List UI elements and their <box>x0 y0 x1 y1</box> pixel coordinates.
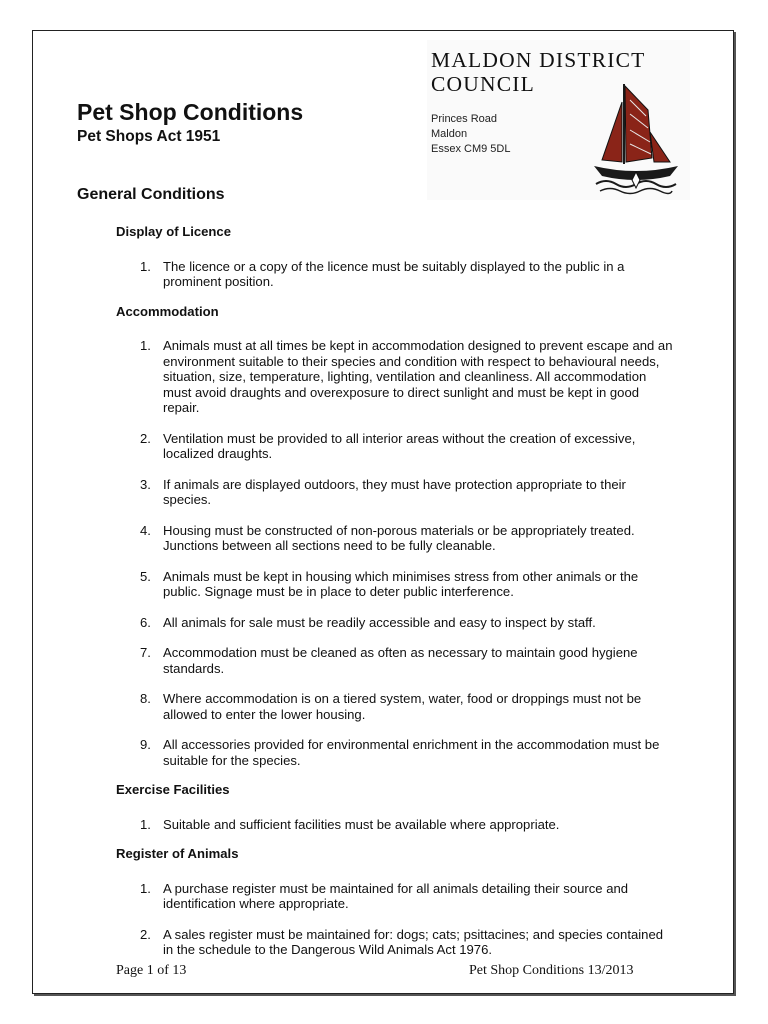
address-line: Essex CM9 5DL <box>431 143 511 155</box>
page-number: Page 1 of 13 <box>116 963 187 978</box>
list-item: 5. Animals must be kept in housing which minimises stress from other animals or the public. Signage must be in place to deter public interference. <box>140 568 639 599</box>
list-item: 2. A sales register must be maintained for: dogs; cats; psittacines; and species contained in the schedule to the Dangerous Wild Animals Act 1976. <box>140 926 664 957</box>
council-name: MALDON DISTRICT COUNCIL <box>431 48 646 96</box>
section-title: General Conditions <box>77 186 225 203</box>
list-item: 1. Animals must at all times be kept in accommodation designed to prevent escape and an environment suitable to their species and condition with respect to behavioural needs, situation, size, temperature, lighting, ventilation and cleanliness. All accommodation must avoid draughts and overexposure to direct sunlight and must be kept in good repair. <box>140 338 673 415</box>
list-item: 1. Suitable and sufficient facilities must be available where appropriate. <box>140 816 560 832</box>
list-item: 3. If animals are displayed outdoors, they must have protection appropriate to their species. <box>140 476 626 507</box>
conditions-content <box>116 224 676 972</box>
list-item: 8. Where accommodation is on a tiered system, water, food or droppings must not be allowed to enter the lower housing. <box>140 691 642 722</box>
subsection-heading: Exercise Facilities <box>116 782 230 797</box>
list-item: 9. All accessories provided for environmental enrichment in the accommodation must be suitable for the species. <box>140 737 660 768</box>
list-item: 7. Accommodation must be cleaned as often as necessary to maintain good hygiene standards. <box>140 645 638 676</box>
condition-list <box>116 338 676 768</box>
address-line: Maldon <box>431 128 468 140</box>
subsection-heading: Register of Animals <box>116 846 239 861</box>
condition-list <box>116 881 676 958</box>
list-item: 4. Housing must be constructed of non-porous materials or be appropriately treated. Junctions between all sections need to be fully cleanable. <box>140 522 635 553</box>
page-subtitle: Pet Shops Act 1951 <box>77 128 221 145</box>
condition-list <box>116 817 676 833</box>
document-reference: Pet Shop Conditions 13/2013 <box>469 963 634 978</box>
list-item: 1. The licence or a copy of the licence must be suitably displayed to the public in a prominent position. <box>140 258 625 289</box>
subsection-heading: Accommodation <box>116 303 219 319</box>
condition-list <box>116 259 676 290</box>
list-item: 2. Ventilation must be provided to all interior areas without the creation of excessive, localized draughts. <box>140 430 636 461</box>
subsection-heading: Display of Licence <box>116 224 231 239</box>
council-crest-icon <box>590 80 682 195</box>
list-item: 6. All animals for sale must be readily accessible and easy to inspect by staff. <box>140 614 596 630</box>
address-line: Princes Road <box>431 113 498 125</box>
page-title: Pet Shop Conditions <box>77 99 304 125</box>
list-item: 1. A purchase register must be maintained for all animals detailing their source and identification where appropriate. <box>140 880 629 911</box>
council-address <box>431 112 510 157</box>
council-letterhead <box>427 40 690 200</box>
